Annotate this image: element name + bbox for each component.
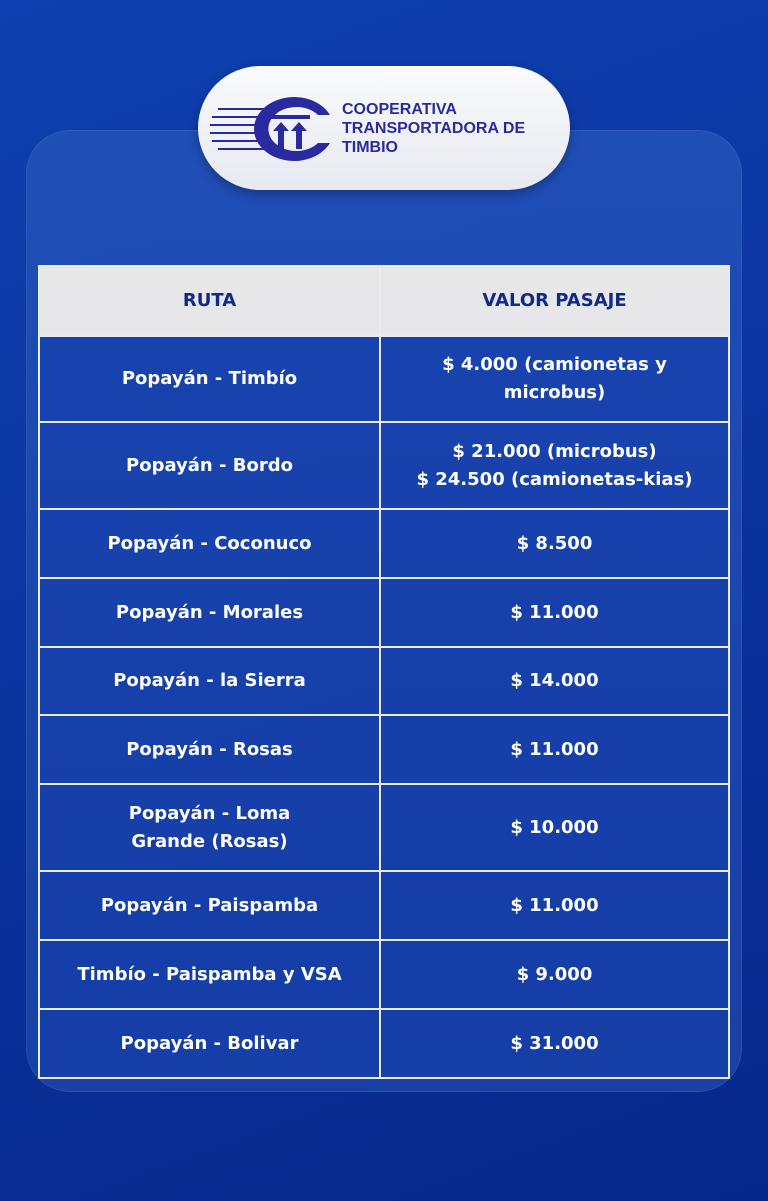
- fare-cell: [380, 336, 729, 422]
- table-row: [39, 784, 729, 871]
- fare-table: [38, 265, 730, 1079]
- table-row: [39, 647, 729, 715]
- fare-line: $ 31.000: [510, 1032, 599, 1054]
- fare-cell: [380, 784, 729, 871]
- route-cell: Popayán - Timbío: [39, 336, 380, 422]
- logo-line-2: TRANSPORTADORA DE: [342, 119, 526, 137]
- fare-line: $ 10.000: [510, 816, 599, 838]
- logo-line-3: TIMBIO: [342, 138, 398, 156]
- logo-line-1: COOPERATIVA: [342, 100, 457, 118]
- fare-cell: [380, 422, 729, 509]
- fare-line: $ 11.000: [510, 601, 599, 623]
- route-cell: Timbío - Paispamba y VSA: [39, 940, 380, 1009]
- route-cell: Popayán - Bolivar: [39, 1009, 380, 1078]
- fare-cell: [380, 647, 729, 715]
- fare-line: microbus): [503, 382, 606, 403]
- route-cell: Popayán - Morales: [39, 578, 380, 647]
- table-row: [39, 940, 729, 1009]
- table-header-row: [39, 266, 729, 336]
- company-logo: [198, 66, 570, 190]
- table-row: [39, 422, 729, 509]
- fare-line: $ 24.500 (camionetas-kias): [416, 468, 693, 490]
- table-row: [39, 578, 729, 647]
- route-cell: Popayán - Paispamba: [39, 871, 380, 940]
- route-cell: Popayán - Bordo: [39, 422, 380, 509]
- header-ruta: RUTA: [39, 266, 380, 336]
- fare-cell: [380, 509, 729, 578]
- fare-cell: [380, 940, 729, 1009]
- fare-line: $ 21.000 (microbus): [452, 440, 657, 462]
- header-valor-pasaje: VALOR PASAJE: [380, 266, 729, 336]
- fare-cell: [380, 1009, 729, 1078]
- table-row: [39, 715, 729, 784]
- fare-cell: [380, 715, 729, 784]
- fare-line: $ 11.000: [510, 738, 599, 760]
- fare-line: $ 11.000: [510, 894, 599, 916]
- route-cell: Popayán - la Sierra: [39, 647, 380, 715]
- fare-line: $ 14.000: [510, 670, 599, 691]
- fare-line: $ 9.000: [516, 963, 593, 985]
- route-cell: Popayán - Loma Grande (Rosas): [39, 784, 380, 871]
- fare-line: $ 4.000 (camionetas y: [442, 354, 667, 375]
- table-row: [39, 1009, 729, 1078]
- table-row: [39, 509, 729, 578]
- route-cell: Popayán - Coconuco: [39, 509, 380, 578]
- fare-line: $ 8.500: [516, 532, 593, 554]
- fare-cell: [380, 578, 729, 647]
- route-cell: Popayán - Rosas: [39, 715, 380, 784]
- table-row: [39, 336, 729, 422]
- table-row: [39, 871, 729, 940]
- fare-cell: [380, 871, 729, 940]
- logo-emblem-icon: [210, 93, 336, 163]
